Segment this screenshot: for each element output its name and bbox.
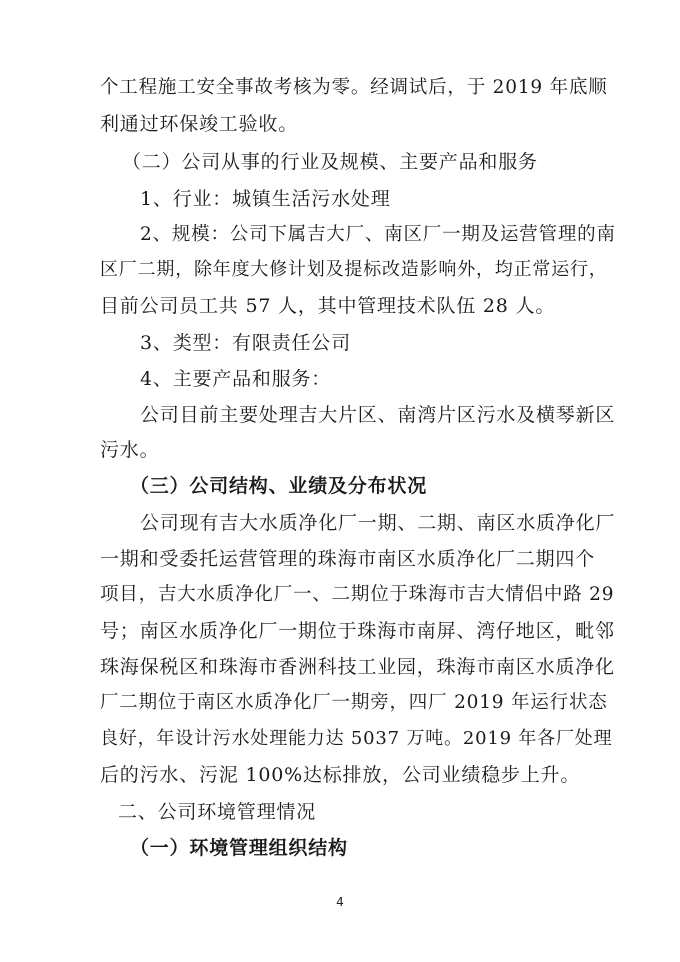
text-line-scale: 2、规模：公司下属吉大厂、南区厂一期及运营管理的南 (140, 224, 616, 245)
section-heading-2: （二）公司从事的行业及规模、主要产品和服务 (122, 151, 538, 173)
section-heading-3: （三）公司结构、业绩及分布状况 (130, 475, 428, 497)
text-line-15: 项目，吉大水质净化厂一、二期位于珠海市吉大情侣中路 29 (100, 584, 615, 605)
text-line-7: 目前公司员工共 57 人，其中管理技术队伍 28 人。 (100, 295, 556, 317)
text-line-20: 后的污水、污泥 100%达标排放，公司业绩稳步上升。 (100, 764, 581, 786)
text-line-13: 公司现有吉大水质净化厂一期、二期、南区水质净化厂 (140, 512, 616, 534)
text-line-10: 公司目前主要处理吉大片区、南湾片区污水及横琴新区 (140, 404, 616, 426)
text-line-1: 个工程施工安全事故考核为零。经调试后，于 2019 年底顺 (100, 77, 608, 98)
text-line-products: 4、主要产品和服务： (140, 368, 332, 390)
page-number: 4 (336, 895, 344, 909)
text-line-11: 污水。 (100, 439, 160, 461)
text-line-type: 3、类型：有限责任公司 (140, 332, 351, 354)
text-line-18: 厂二期位于南区水质净化厂一期旁，四厂 2019 年运行状态 (100, 692, 608, 713)
chapter-heading-2: 二、公司环境管理情况 (118, 801, 317, 823)
text-line-industry: 1、行业：城镇生活污水处理 (140, 188, 391, 210)
text-line-6: 区厂二期，除年度大修计划及提标改造影响外，均正常运行， (100, 259, 608, 280)
section-heading-env-1: （一）环境管理组织结构 (130, 837, 348, 859)
text-line-14: 一期和受委托运营管理的珠海市南区水质净化厂二期四个 (100, 548, 596, 570)
text-line-2: 利通过环保竣工验收。 (100, 113, 299, 135)
text-line-16: 号；南区水质净化厂一期位于珠海市南屏、湾仔地区，毗邻 (100, 620, 615, 642)
text-line-17: 珠海保税区和珠海市香洲科技工业园，珠海市南区水质净化 (100, 656, 615, 678)
text-line-19: 良好，年设计污水处理能力达 5037 万吨。2019 年各厂处理 (100, 728, 613, 749)
